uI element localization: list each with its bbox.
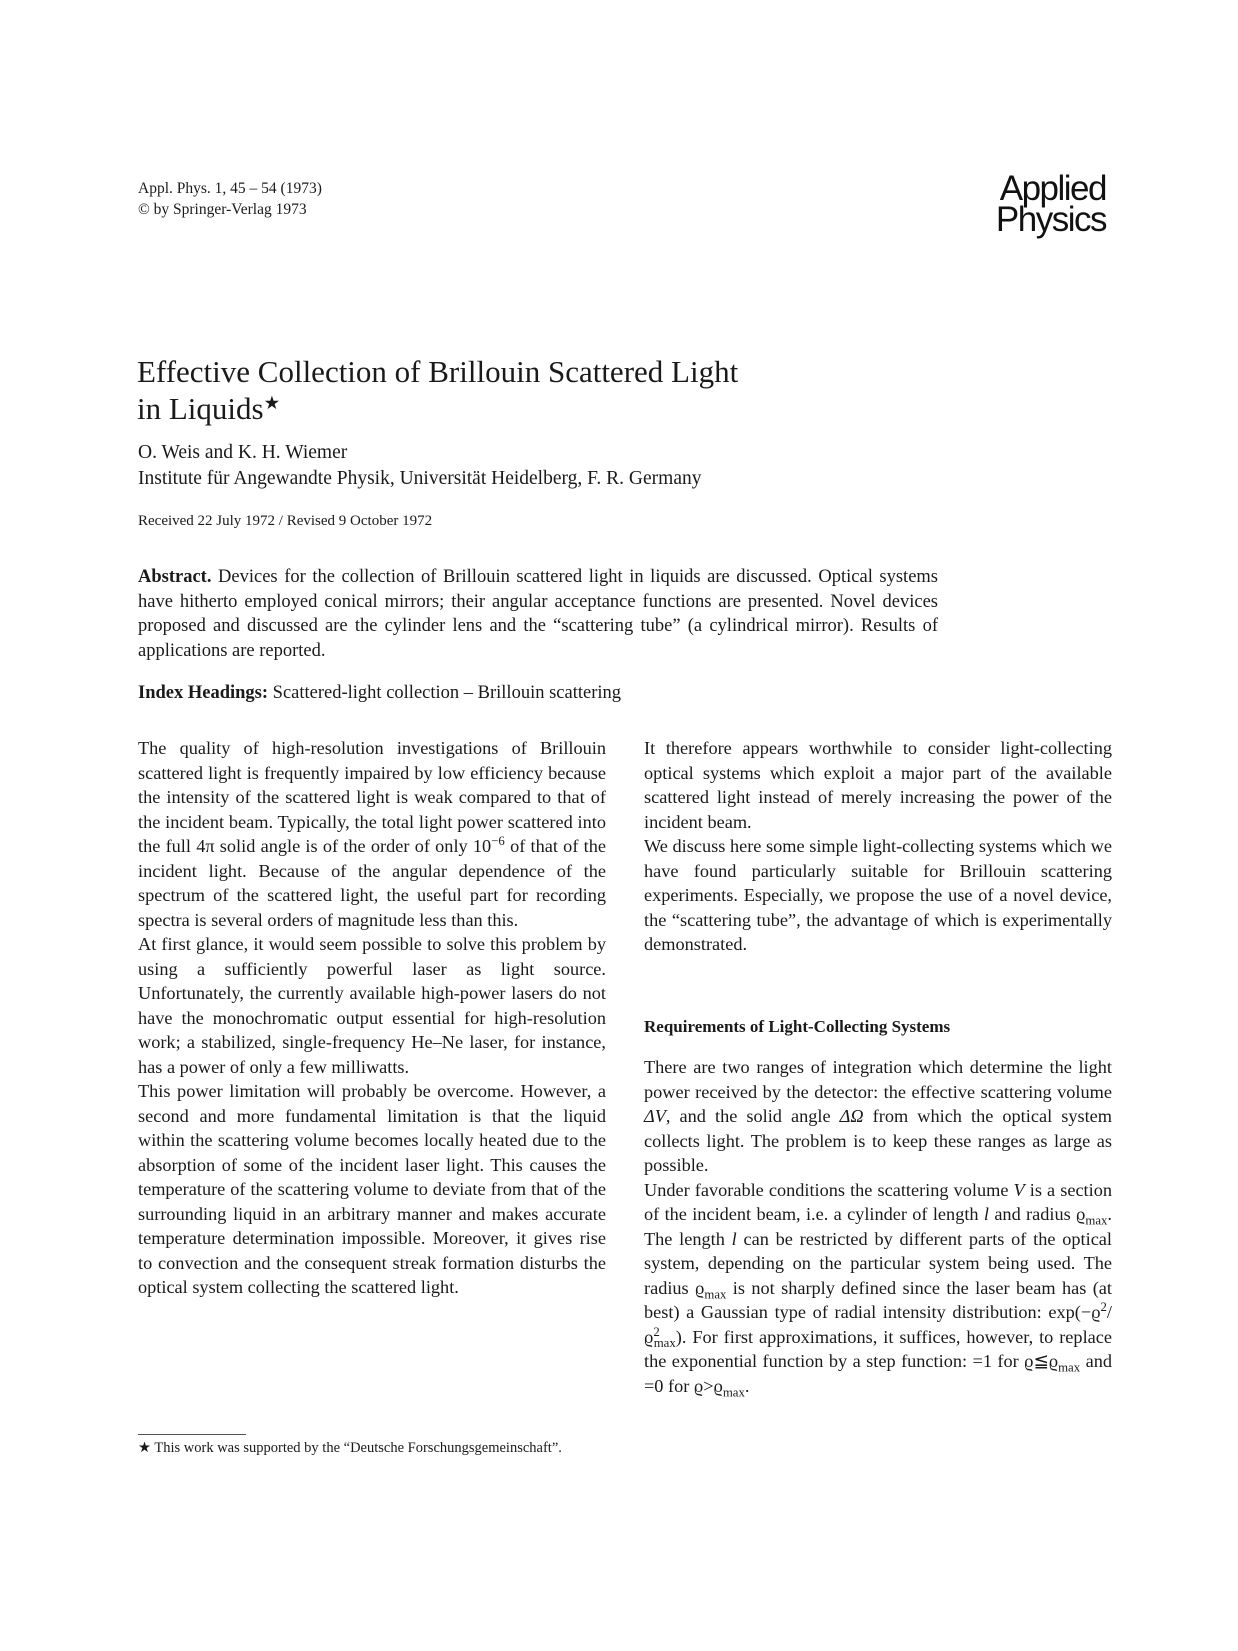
title-line-1: Effective Collection of Brillouin Scattered Light	[137, 354, 739, 389]
footnote	[138, 1438, 606, 1458]
journal-reference	[138, 178, 322, 220]
journal-logo	[995, 169, 1106, 239]
footnote-mark: ★	[138, 1440, 151, 1456]
footnote-divider	[138, 1434, 246, 1435]
paragraph: Under favorable conditions the scattering volume V is a section of the incident beam, i.e. a cylinder of length l and radius $ϱ_{max}$. The length l can be restricted by different parts of the optical system, depending on the particular system being used. The radius $ϱ_{max}$ is not sharply defined since the laser beam has (at best) a Gaussian type of radial intensity distribution: $\exp(-ϱ^2/ϱ^2_{max})$. For first approximations, it suffices, however, to replace the exponential function by a step function: =1 for $ϱ≦ϱ_{max}$ and =0 for $ϱ>ϱ_{max}$.	[644, 1179, 1112, 1400]
abstract-label: Abstract.	[138, 567, 212, 587]
received-dates: Received 22 July 1972 / Revised 9 October 1972	[138, 513, 433, 529]
abstract	[138, 565, 938, 663]
journal-citation: Appl. Phys. 1, 45 – 54 (1973)	[138, 180, 322, 197]
index-headings	[138, 681, 938, 705]
index-headings-text: Scattered-light collection – Brillouin scattering	[272, 683, 621, 703]
paragraph: It therefore appears worthwhile to consider light-collecting optical systems which exploit a major part of the available scattered light instead of merely increasing the power of the incident beam.	[644, 738, 1112, 832]
article-title	[137, 353, 957, 427]
copyright-line: © by Springer-Verlag 1973	[138, 201, 307, 218]
footnote-text: This work was supported by the “Deutsche Forschungsgemeinschaft”.	[151, 1440, 562, 1456]
logo-line-2: Physics	[995, 200, 1106, 239]
title-footnote-mark: ★	[263, 393, 281, 414]
paragraph: This power limitation will probably be overcome. However, a second and more fundamental limitation is that the liquid within the scattering volume becomes locally heated due to the absorption of some of the incident laser light. This causes the temperature of the scattering volume to deviate from that of the surrounding liquid in an arbitrary manner and makes accurate temperature determination impossible. Moreover, it gives rise to convection and the consequent streak formation disturbs the optical system collecting the scattered light.	[138, 1081, 606, 1297]
paragraph: There are two ranges of integration which determine the light power received by the detector: the effective scattering volume ΔV, and the solid angle ΔΩ from which the optical system collects light. The problem is to keep these ranges as large as possible.	[644, 1057, 1112, 1175]
left-column	[138, 736, 606, 1300]
right-column	[644, 736, 1112, 1398]
paragraph: The quality of high-resolution investigations of Brillouin scattered light is frequently impaired by low efficiency because the intensity of the scattered light is weak compared to that of the incident beam. Typically, the total light power scattered into the full 4π solid angle is of the order of only $10^{-6}$ of that of the incident light. Because of the angular dependence of the spectrum of the scattered light, the useful part for recording spectra is several orders of magnitude less than this.	[138, 738, 606, 930]
section-heading: Requirements of Light-Collecting Systems	[644, 1016, 951, 1036]
index-headings-label: Index Headings:	[138, 683, 269, 703]
logo-line-1: Applied	[999, 169, 1106, 208]
abstract-text: Devices for the collection of Brillouin scattered light in liquids are discussed. Optical systems have hitherto employed conical mirrors; their angular acceptance functions are presented. Novel devices proposed and discussed are the cylinder lens and the “scattering tube” (a cylindrical mirror). Results of applications are reported.	[138, 567, 938, 661]
author-block	[138, 440, 701, 492]
title-line-2: in Liquids	[137, 391, 264, 426]
paragraph: We discuss here some simple light-collecting systems which we have found particularly suitable for Brillouin scattering experiments. Especially, we propose the use of a novel device, the “scattering tube”, the advantage of which is experimentally demonstrated.	[644, 836, 1112, 954]
paragraph: At first glance, it would seem possible to solve this problem by using a sufficiently powerful laser as light source. Unfortunately, the currently available high-power lasers do not have the monochromatic output essential for high-resolution work; a stabilized, single-frequency He–Ne laser, for instance, has a power of only a few milliwatts.	[138, 934, 606, 1077]
affiliation: Institute für Angewandte Physik, Universität Heidelberg, F. R. Germany	[138, 468, 702, 489]
authors: O. Weis and K. H. Wiemer	[138, 442, 348, 463]
